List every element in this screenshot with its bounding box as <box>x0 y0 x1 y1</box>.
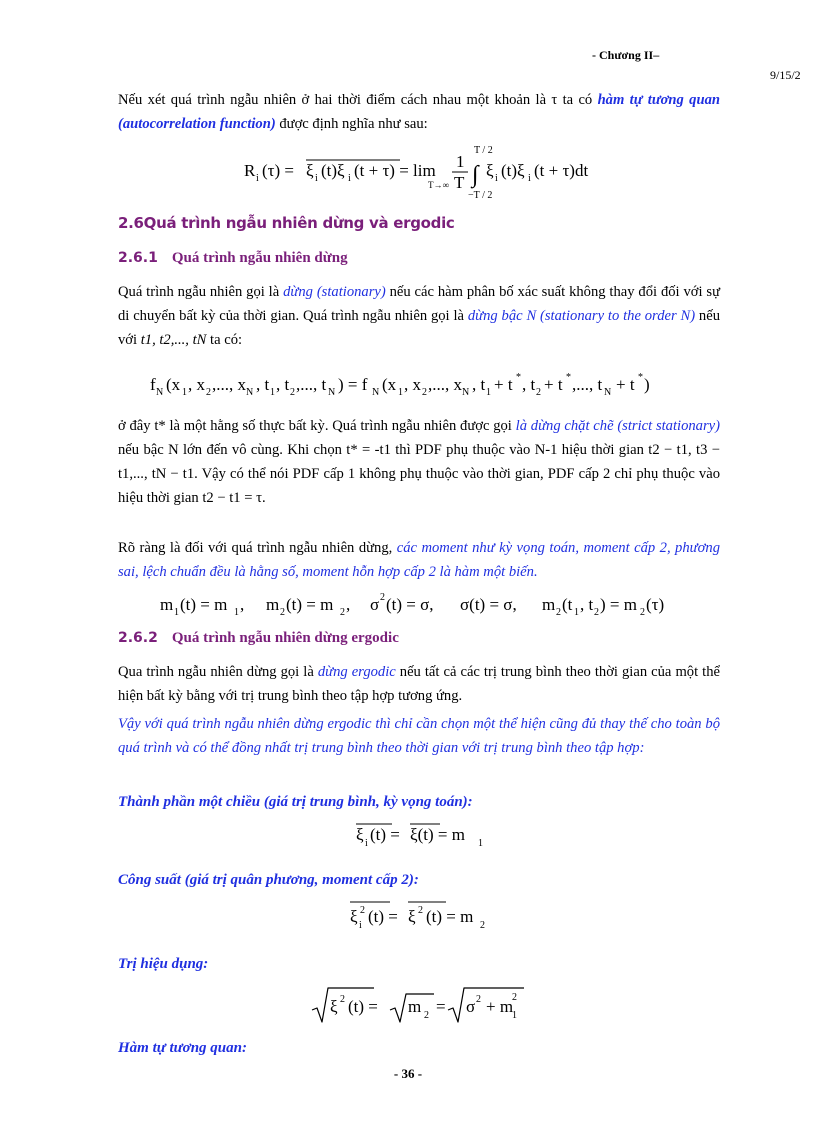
svg-text:σ: σ <box>370 595 380 614</box>
svg-text:2: 2 <box>556 607 561 618</box>
svg-text:(t) =: (t) = <box>368 907 398 926</box>
svg-text:ξ: ξ <box>408 907 416 926</box>
svg-text:(t) = m: (t) = m <box>426 907 474 926</box>
stationarity-equation <box>146 366 706 402</box>
svg-text:2: 2 <box>422 387 427 398</box>
svg-text:+ t: + t <box>494 375 513 394</box>
page-number: - 36 - <box>393 1066 423 1081</box>
autocorrelation-term: hàm tự tương quan (autocorrelation function) <box>118 92 720 132</box>
moments-paragraph: Rõ ràng là đối với quá trình ngẫu nhiên dừng, các moment như kỳ vọng toán, moment cấp 2, phương sai, lệch chuẩn đều là hằng số, moment hỗn hợp cấp 2 là hàm một biến. <box>118 540 720 580</box>
svg-text:N: N <box>246 387 254 398</box>
svg-text:R: R <box>244 161 256 180</box>
svg-text:,..., x: ,..., x <box>428 375 462 394</box>
svg-text:, t: , t <box>276 375 290 394</box>
svg-text:(t + τ)dt: (t + τ)dt <box>534 161 589 180</box>
svg-text:+ m: + m <box>486 997 514 1016</box>
svg-text:ξ: ξ <box>306 161 314 180</box>
svg-text:1: 1 <box>456 152 465 171</box>
svg-text:1: 1 <box>574 607 579 618</box>
svg-text:(x: (x <box>382 375 397 394</box>
svg-text:1: 1 <box>478 838 483 849</box>
dc-component-equation <box>350 818 500 852</box>
svg-text:2: 2 <box>290 387 295 398</box>
svg-text:(t) = m: (t) = m <box>180 595 228 614</box>
svg-text:,..., t: ,..., t <box>296 375 327 394</box>
section-heading: 2.6Quá trình ngẫu nhiên dừng và ergodic <box>118 214 455 232</box>
svg-text:, x: , x <box>404 375 421 394</box>
svg-text:T: T <box>454 173 465 192</box>
svg-text:1: 1 <box>486 387 491 398</box>
svg-text:1: 1 <box>174 607 179 618</box>
svg-text:*: * <box>516 372 521 383</box>
subsection-heading-2-6-2: 2.6.2 Quá trình ngẫu nhiên dừng ergodic <box>118 630 399 646</box>
svg-text:(t) = σ,: (t) = σ, <box>386 595 434 614</box>
svg-text:(x: (x <box>166 375 181 394</box>
svg-text:(τ) =: (τ) = <box>262 161 294 180</box>
svg-text:N: N <box>328 387 336 398</box>
svg-text:ξ(t) = m: ξ(t) = m <box>410 825 465 844</box>
svg-text:+ t: + t <box>544 375 563 394</box>
svg-text:m: m <box>266 595 280 614</box>
dc-component-label: Thành phần một chiều (giá trị trung bình, kỳ vọng toán): <box>118 794 473 810</box>
svg-text:*: * <box>638 372 643 383</box>
svg-text:i: i <box>315 173 318 184</box>
svg-text:i: i <box>256 173 259 184</box>
svg-text:i: i <box>359 920 362 931</box>
svg-text:N: N <box>462 387 470 398</box>
svg-text:i: i <box>365 838 368 849</box>
svg-text:σ(t) = σ,: σ(t) = σ, <box>460 595 517 614</box>
svg-text:σ: σ <box>466 997 476 1016</box>
svg-text:i: i <box>495 173 498 184</box>
svg-text:2: 2 <box>360 905 365 916</box>
svg-text:2: 2 <box>476 994 481 1005</box>
strict-stationary-paragraph: ở đây t* là một hằng số thực bất kỳ. Quá trình ngẫu nhiên được gọi là dừng chặt chẽ (strict stationary) nếu bậc N lớn đến vô cùng. Khi chọn t* = -t1 thì PDF phụ thuộc vào N-1 hiệu thời gian t2 − t1, t3 − t1,..., tN − t1. Vậy có thể nói PDF cấp 1 không phụ thuộc vào thời gian, PDF cấp 2 chỉ phụ thuộc vào hiệu thời gian t2 − t1 = τ. <box>118 418 720 506</box>
svg-text:N: N <box>604 387 612 398</box>
svg-text:m: m <box>542 595 556 614</box>
svg-text:,..., t: ,..., t <box>572 375 603 394</box>
svg-text:,: , <box>346 595 351 614</box>
svg-text:, t: , t <box>580 595 594 614</box>
svg-text:i: i <box>348 173 351 184</box>
svg-text:(t) = m: (t) = m <box>286 595 334 614</box>
svg-text:1: 1 <box>270 387 275 398</box>
svg-text:∫: ∫ <box>472 162 479 188</box>
svg-text:2: 2 <box>512 992 517 1003</box>
svg-text:2: 2 <box>640 607 645 618</box>
svg-text:N: N <box>156 387 164 398</box>
svg-text:(t) =: (t) = <box>348 997 378 1016</box>
svg-text:N: N <box>372 387 380 398</box>
svg-text:+ t: + t <box>616 375 635 394</box>
svg-text:): ) <box>644 375 650 394</box>
svg-text:, t: , t <box>256 375 270 394</box>
svg-text:1: 1 <box>234 607 239 618</box>
rms-equation <box>310 982 540 1028</box>
ergodic-summary-paragraph: Vậy với quá trình ngẫu nhiên dừng ergodic thì chỉ cần chọn một thể hiện cũng đủ thay thế cho toàn bộ quá trình và có thể đồng nhất trị trung bình theo thời gian với trị trung bình theo tập hợp: <box>118 716 720 756</box>
svg-text:ξ: ξ <box>350 907 358 926</box>
svg-text:(t) =: (t) = <box>370 825 400 844</box>
svg-text:m: m <box>408 997 422 1016</box>
svg-text:T→∞: T→∞ <box>428 180 449 190</box>
svg-text:(t + τ) = lim: (t + τ) = lim <box>354 161 436 180</box>
moments-equation <box>156 588 696 622</box>
svg-text:1: 1 <box>398 387 403 398</box>
svg-text:2: 2 <box>340 607 345 618</box>
svg-text:m: m <box>160 595 174 614</box>
autocorrelation-equation <box>236 140 656 204</box>
svg-text:1: 1 <box>182 387 187 398</box>
svg-text:) = f: ) = f <box>338 375 368 394</box>
stationary-term: dừng (stationary) <box>283 284 386 300</box>
svg-text:,..., x: ,..., x <box>212 375 246 394</box>
svg-text:(τ): (τ) <box>646 595 665 614</box>
intro-paragraph: Nếu xét quá trình ngẫu nhiên ở hai thời điểm cách nhau một khoản là τ ta có hàm tự tương quan (autocorrelation function) được định nghĩa như sau: <box>118 92 720 132</box>
svg-text:2: 2 <box>206 387 211 398</box>
svg-text:, t: , t <box>472 375 486 394</box>
svg-text:) = m: ) = m <box>600 595 637 614</box>
svg-text:ξ: ξ <box>486 161 494 180</box>
ergodic-definition-paragraph: Qua trình ngẫu nhiên dừng gọi là dừng ergodic nếu tất cả các trị trung bình theo thời gian của một thể hiện bất kỳ bằng với trị trung bình theo tập hợp tương ứng. <box>118 664 720 704</box>
svg-text:(t: (t <box>562 595 573 614</box>
power-equation <box>346 896 506 936</box>
svg-text:2: 2 <box>424 1010 429 1021</box>
svg-text:2: 2 <box>418 905 423 916</box>
svg-text:, t: , t <box>522 375 536 394</box>
svg-text:2: 2 <box>480 920 485 931</box>
stationary-order-n-term: dừng bậc N (stationary to the order N) <box>467 308 696 324</box>
svg-text:(t)ξ: (t)ξ <box>501 161 525 180</box>
stationary-definition-paragraph: Quá trình ngẫu nhiên gọi là dừng (stationary) nếu các hàm phân bố xác suất không thay đổi đối với sự di chuyển bất kỳ của thời gian. Quá trình ngẫu nhiên gọi là dừng bậc N (stationary to the order N) nếu với t1, t2,..., tN ta có: <box>118 284 721 348</box>
svg-text:2: 2 <box>340 994 345 1005</box>
svg-text:, x: , x <box>188 375 205 394</box>
svg-text:f: f <box>150 375 156 394</box>
page-date: 9/15/2 <box>770 68 801 82</box>
svg-text:2: 2 <box>594 607 599 618</box>
svg-text:T / 2: T / 2 <box>474 145 493 156</box>
svg-text:−T / 2: −T / 2 <box>468 190 493 201</box>
chapter-header: - Chương II– <box>592 48 660 62</box>
autocorrelation-label: Hàm tự tương quan: <box>118 1040 247 1056</box>
strict-stationary-term: là dừng chặt chẽ (strict stationary) <box>515 418 720 434</box>
svg-text:i: i <box>528 173 531 184</box>
svg-text:2: 2 <box>380 592 385 603</box>
rms-label: Trị hiệu dụng: <box>118 956 209 972</box>
subsection-heading-2-6-1: 2.6.1 Quá trình ngẫu nhiên dừng <box>118 250 348 266</box>
svg-text:,: , <box>240 595 245 614</box>
svg-text:ξ: ξ <box>330 997 338 1016</box>
svg-text:ξ: ξ <box>356 825 364 844</box>
svg-text:(t)ξ: (t)ξ <box>321 161 345 180</box>
moments-term: các moment như kỳ vọng toán, moment cấp 2, phương sai, lệch chuẩn đều là hằng số, moment hỗn hợp cấp 2 là hàm một biến. <box>118 540 720 580</box>
power-label: Công suất (giá trị quân phương, moment cấp 2): <box>118 872 419 888</box>
svg-text:=: = <box>436 997 446 1016</box>
svg-text:1: 1 <box>512 1010 517 1021</box>
svg-text:2: 2 <box>280 607 285 618</box>
svg-text:*: * <box>566 372 571 383</box>
ergodic-term: dừng ergodic <box>317 664 396 680</box>
svg-text:2: 2 <box>536 387 541 398</box>
